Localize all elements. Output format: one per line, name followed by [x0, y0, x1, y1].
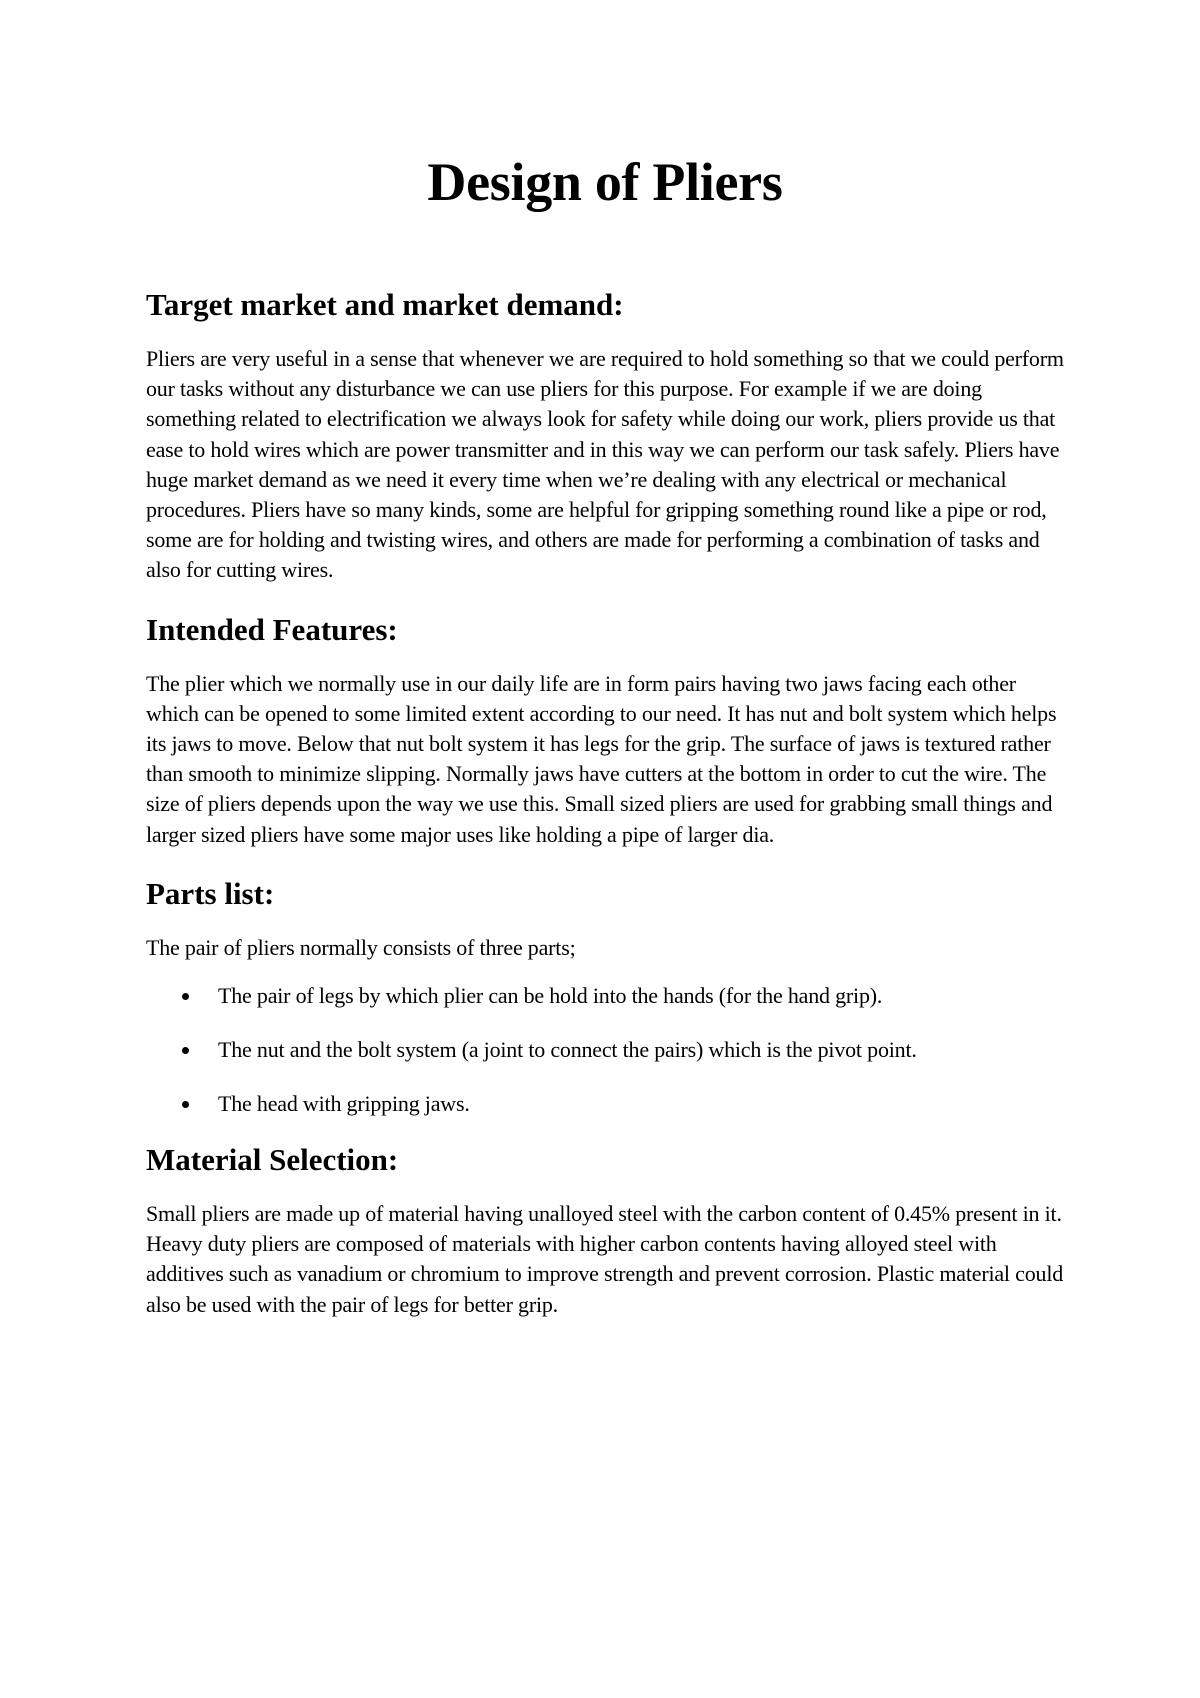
bullet-dot-icon	[182, 1101, 189, 1108]
section-heading-material-selection: Material Selection:	[146, 1142, 399, 1178]
list-item-text: The head with gripping jaws.	[218, 1091, 470, 1117]
section-paragraph-target-market: Pliers are very useful in a sense that whenever we are required to hold something so that we could perform our tasks without any disturbance we can use pliers for this purpose. For example if we are doing something related to electrification we always look for safety while doing our work, pliers provide us that ease to hold wires which are power transmitter and in this way we can perform our task safely. Pliers have huge market demand as we need it every time when we’re dealing with any electrical or mechanical procedures. Pliers have so many kinds, some are helpful for gripping something round like a pipe or rod, some are for holding and twisting wires, and others are made for performing a combination of tasks and also for cutting wires.	[146, 346, 1064, 583]
list-item-text: The nut and the bolt system (a joint to connect the pairs) which is the pivot point.	[218, 1037, 917, 1063]
list-item	[146, 981, 1064, 1011]
list-item	[146, 1089, 1064, 1119]
document-title: Design of Pliers	[427, 152, 783, 212]
document-content	[146, 150, 1064, 1320]
section-heading-intended-features: Intended Features:	[146, 611, 398, 647]
parts-bullet-list	[146, 981, 1064, 1119]
section-paragraph-material-selection: Small pliers are made up of material having unalloyed steel with the carbon content of 0.45% present in it. Heavy duty pliers are composed of materials with higher carbon contents having alloyed steel with additives such as vanadium or chromium to improve strength and prevent corrosion. Plastic material could also be used with the pair of legs for better grip.	[146, 1201, 1064, 1317]
section-paragraph-intended-features: The plier which we normally use in our daily life are in form pairs having two jaws facing each other which can be opened to some limited extent according to our need. It has nut and bolt system which helps its jaws to move. Below that nut bolt system it has legs for the grip. The surface of jaws is textured rather than smooth to minimize slipping. Normally jaws have cutters at the bottom in order to cut the wire. The size of pliers depends upon the way we use this. Small sized pliers are used for grabbing small things and larger sized pliers have some major uses like holding a pipe of larger dia.	[146, 670, 1057, 847]
section-heading-target-market: Target market and market demand:	[146, 287, 624, 322]
list-item	[146, 1035, 1064, 1065]
bullet-dot-icon	[182, 1047, 189, 1054]
section-paragraph-parts-list: The pair of pliers normally consists of three parts;	[146, 934, 576, 960]
list-item-text: The pair of legs by which plier can be hold into the hands (for the hand grip).	[218, 983, 883, 1009]
section-heading-parts-list: Parts list:	[146, 875, 275, 911]
bullet-dot-icon	[182, 993, 189, 1000]
